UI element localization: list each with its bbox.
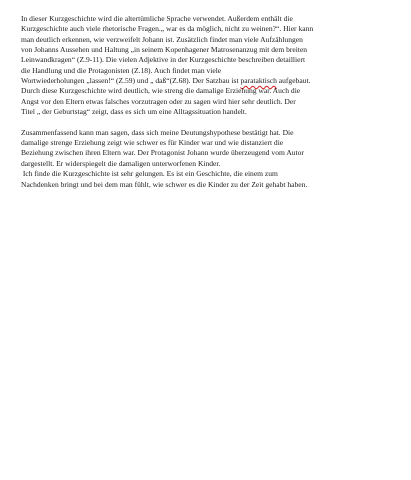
text-line: Beziehung zwischen ihren Eltern war. Der Protagonist Johann wurde überzeugend vom Autor — [21, 148, 304, 158]
text-line: damalige strenge Erziehung zeigt wie schwer es für Kinder war und wie distanziert die — [21, 138, 284, 148]
text-line-with-spellcheck — [21, 76, 393, 86]
text-line: man deutlich erkennen, wie verzweifelt Johann ist. Zusätzlich findet man viele Aufzählungen — [21, 34, 303, 44]
text-line: In dieser Kurzgeschichte wird die altertümliche Sprache verwendet. Außerdem enthält die — [21, 14, 293, 23]
text-line: Durch diese Kurzgeschichte wird deutlich, wie streng die damalige Erziehung war. Auch die — [21, 86, 301, 96]
text-line: Zusammenfassend kann man sagen, dass sich meine Deutungshypothese bestätigt hat. Die — [21, 127, 294, 137]
text-line: Titel „ der Geburtstag“ zeigt, dass es sich um eine Alltagssituation handelt. — [21, 107, 247, 117]
text-line: Leinwandkragen“ (Z.9-11). Die vielen Adjektive in der Kurzgeschichte beschreiben detailliert — [21, 55, 306, 65]
text-line: die Handlung und die Protagonisten (Z.18). Auch findet man viele — [21, 65, 222, 75]
text-line: Angst vor den Eltern etwas falsches vorzutragen oder zu sagen wird hier sehr deutlich. Der — [21, 96, 296, 106]
text-line: von Johanns Aussehen und Haltung „in seinem Kopenhagener Matrosenanzug mit dem breiten — [21, 45, 308, 55]
paragraph-analysis — [21, 14, 393, 117]
text-line: Kurzgeschichte auch viele rhetorische Fragen.„ war es da möglich, nicht zu weinen?“. Hier kann — [21, 24, 314, 34]
paragraph-conclusion — [21, 128, 393, 190]
document-body[interactable] — [21, 14, 393, 190]
text-segment: Wortwiederholungen „lassen!“ (Z.59) und „ daß“(Z.68). Der Satzbau ist — [21, 76, 241, 86]
text-segment: aufgebaut. — [276, 76, 311, 86]
spellcheck-flagged-word[interactable]: parataktisch — [240, 76, 277, 86]
text-line: dargestellt. Er widerspiegelt die damaligen unterworfenen Kinder. — [21, 158, 221, 168]
text-line: Ich finde die Kurzgeschichte ist sehr gelungen. Es ist ein Geschichte, die einem zum — [21, 169, 278, 179]
text-line: Nachdenken bringt und bei dem man fühlt, wie schwer es die Kinder zu der Zeit gehabt haben. — [21, 179, 308, 189]
